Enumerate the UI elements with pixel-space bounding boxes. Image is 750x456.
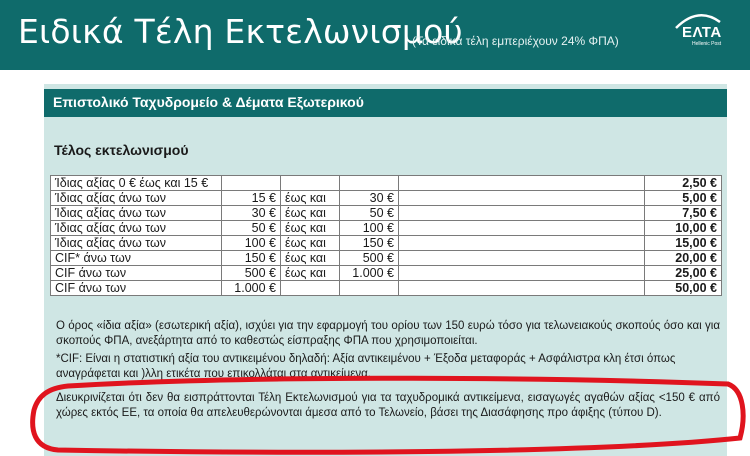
row-range-word: έως και <box>281 251 340 266</box>
row-amount-from: 15 € <box>222 191 281 206</box>
page-title: Ειδικά Τέλη Εκτελωνισμού <box>18 12 463 51</box>
row-amount-from: 1.000 € <box>222 281 281 296</box>
row-description: CIF άνω των <box>51 266 222 281</box>
row-range-word: έως και <box>281 206 340 221</box>
row-fee: 10,00 € <box>645 221 722 236</box>
row-amount-to: 100 € <box>340 221 399 236</box>
row-amount-to: 150 € <box>340 236 399 251</box>
row-range-word: έως και <box>281 221 340 236</box>
row-range-word <box>281 176 340 191</box>
row-fee: 50,00 € <box>645 281 722 296</box>
section-title: Επιστολικό Ταχυδρομείο & Δέματα Εξωτερικού <box>53 94 364 110</box>
row-range-word: έως και <box>281 266 340 281</box>
row-amount-to <box>340 281 399 296</box>
row-description: Ίδιας αξίας άνω των <box>51 206 222 221</box>
row-filler <box>399 221 645 236</box>
row-amount-from: 30 € <box>222 206 281 221</box>
row-amount-from: 150 € <box>222 251 281 266</box>
row-description: Ίδιας αξίας άνω των <box>51 191 222 206</box>
row-description: CIF* άνω των <box>51 251 222 266</box>
fees-table <box>50 175 722 296</box>
row-fee: 5,00 € <box>645 191 722 206</box>
logo-subtext: Hellenic Post <box>692 41 722 47</box>
row-filler <box>399 251 645 266</box>
row-description: Ίδιας αξίας άνω των <box>51 236 222 251</box>
table-row <box>51 281 722 296</box>
row-filler <box>399 281 645 296</box>
row-amount-from: 100 € <box>222 236 281 251</box>
section-header <box>44 88 727 117</box>
row-filler <box>399 236 645 251</box>
row-amount-from: 500 € <box>222 266 281 281</box>
row-amount-to: 50 € <box>340 206 399 221</box>
table-row <box>51 176 722 191</box>
table-row <box>51 221 722 236</box>
row-description: Ίδιας αξίας 0 € έως και 15 € <box>51 176 222 191</box>
page-subtitle: (Τα ειδικά τέλη εμπεριέχουν 24% ΦΠΑ) <box>412 34 619 48</box>
row-amount-from: 50 € <box>222 221 281 236</box>
row-fee: 20,00 € <box>645 251 722 266</box>
table-row <box>51 236 722 251</box>
table-row <box>51 251 722 266</box>
row-filler <box>399 191 645 206</box>
row-fee: 15,00 € <box>645 236 722 251</box>
row-fee: 7,50 € <box>645 206 722 221</box>
row-filler <box>399 176 645 191</box>
logo-text: ΕΛΤΑ <box>682 24 722 41</box>
note-paragraph-clarification: Διευκρινίζεται ότι δεν θα εισπράττονται Τέλη Εκτελωνισμού για τα ταχυδρομικά αντικείμενα, εισαγωγές αγαθών αξίας <150 € από χώρες εκτός ΕΕ, τα οποία θα απελευθερώνονται άμεσα από το Τελωνείο, βάσει της Διασάφησης προ άφιξης (τύπου D). <box>56 392 720 419</box>
page-header <box>0 0 750 70</box>
note-paragraph-cif: *CIF: Είναι η στατιστική αξία του αντικειμένου δηλαδή: Αξία αντικειμένου + Έξοδα μεταφοράς + Ασφάλιστρα κλη έτσι όπως αναγράφεται και )λλη ετικέτα που επικολλάται στα αντικείμενα. <box>56 353 676 380</box>
note-paragraph-own-value: Ο όρος «ίδια αξία» (εσωτερική αξία), ισχύει για την εφαρμογή του ορίου των 150 ευρώ τόσο για τελωνειακούς σκοπούς όσο και για σκοπούς ΦΠΑ, ανεξάρτητα από το καθεστώς είσπραξης ΦΠΑ που χρησιμοποιείται. <box>56 320 720 347</box>
row-description: Ίδιας αξίας άνω των <box>51 221 222 236</box>
row-fee: 25,00 € <box>645 266 722 281</box>
table-row <box>51 266 722 281</box>
row-range-word: έως και <box>281 191 340 206</box>
row-amount-to: 1.000 € <box>340 266 399 281</box>
row-amount-to <box>340 176 399 191</box>
row-range-word: έως και <box>281 236 340 251</box>
row-filler <box>399 266 645 281</box>
row-amount-from <box>222 176 281 191</box>
table-row <box>51 191 722 206</box>
table-row <box>51 206 722 221</box>
row-amount-to: 500 € <box>340 251 399 266</box>
row-fee: 2,50 € <box>645 176 722 191</box>
table-title: Τέλος εκτελωνισμού <box>54 142 189 158</box>
row-description: CIF άνω των <box>51 281 222 296</box>
row-amount-to: 30 € <box>340 191 399 206</box>
row-range-word <box>281 281 340 296</box>
elta-logo <box>668 10 728 50</box>
row-filler <box>399 206 645 221</box>
